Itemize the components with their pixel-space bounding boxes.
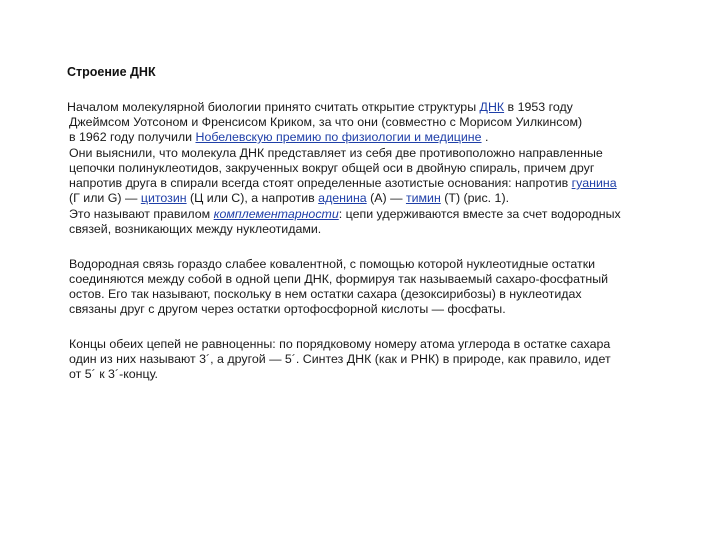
paragraph-1-line-5: цепочки полинуклеотидов, закрученных вокруг общей оси в двойную спираль, причем друг	[69, 161, 595, 175]
text: (Г или G) —	[69, 191, 141, 205]
link-thymine[interactable]: тимин	[405, 191, 441, 205]
paragraph-2-line-3: остов. Его так называют, поскольку в нем остатки сахара (дезоксирибозы) в нуклеотидах	[69, 287, 582, 301]
link-guanine[interactable]: гуанина	[571, 176, 617, 190]
text: (Т) (рис. 1).	[440, 191, 510, 205]
page-title: Строение ДНК	[67, 65, 156, 79]
text: Началом молекулярной биологии принято считать открытие структуры	[67, 100, 480, 114]
paragraph-1-line-3	[69, 130, 488, 145]
paragraph-1-line-9: связей, возникающих между нуклеотидами.	[69, 222, 322, 236]
paragraph-2-line-4: связаны друг с другом через остатки ортофосфорной кислоты — фосфаты.	[69, 302, 506, 316]
text: в 1953 году	[504, 100, 573, 114]
paragraph-1-line-8	[69, 207, 621, 222]
link-adenine[interactable]: аденина	[318, 191, 367, 205]
text: напротив друга в спирали всегда стоят определенные азотистые основания: напротив	[69, 176, 572, 190]
text: (А) —	[366, 191, 406, 205]
text: : цепи удерживаются вместе за счет водородных	[338, 207, 621, 221]
text: в 1962 году получили	[69, 130, 196, 144]
paragraph-3-line-3: от 5´ к 3´-концу.	[69, 367, 158, 381]
link-nobel-prize[interactable]: Нобелевскую премию по физиологии и медицине	[195, 130, 482, 144]
paragraph-1-line-4: Они выяснили, что молекула ДНК представляет из себя две противоположно направленные	[69, 146, 603, 160]
text: .	[481, 130, 489, 144]
link-cytosine[interactable]: цитозин	[140, 191, 187, 205]
text: Это называют правилом	[69, 207, 214, 221]
paragraph-1-line-6	[69, 176, 617, 191]
paragraph-3-line-2: один из них называют 3´, а другой — 5´. Синтез ДНК (как и РНК) в природе, как правило, идет	[69, 352, 611, 366]
paragraph-1-line-1	[67, 100, 573, 115]
link-complementarity[interactable]: комплементарности	[213, 207, 339, 221]
link-dna[interactable]: ДНК	[479, 100, 505, 114]
paragraph-3-line-1: Концы обеих цепей не равноценны: по порядковому номеру атома углерода в остатке сахара	[69, 337, 611, 351]
paragraph-1-line-2: Джеймсом Уотсоном и Френсисом Криком, за что они (совместно с Морисом Уилкинсом)	[69, 115, 583, 129]
paragraph-1-line-7	[69, 191, 509, 206]
paragraph-2-line-1: Водородная связь гораздо слабее ковалентной, с помощью которой нуклеотидные остатки	[69, 257, 596, 271]
paragraph-2-line-2: соединяются между собой в одной цепи ДНК, формируя так называемый сахаро-фосфатный	[69, 272, 609, 286]
text: (Ц или C), а напротив	[186, 191, 319, 205]
